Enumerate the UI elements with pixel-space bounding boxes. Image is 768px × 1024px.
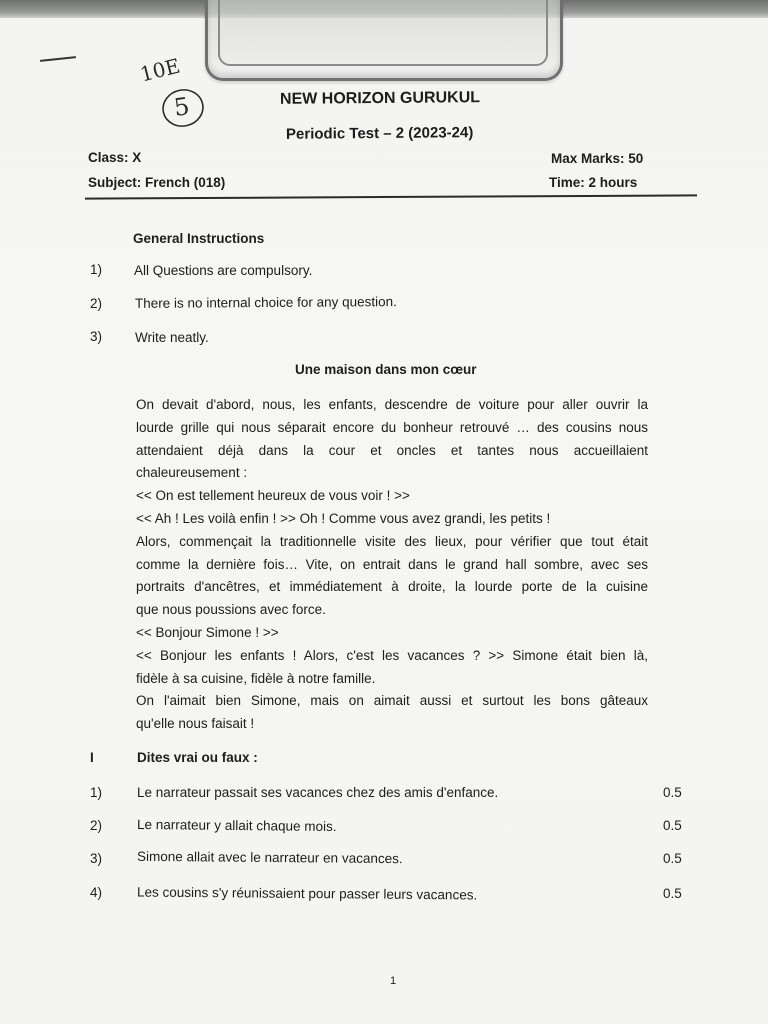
section-number: I (90, 750, 94, 765)
passage-line: Alors, commençait la traditionnelle visite des lieux, pour vérifier que tout était (136, 533, 648, 549)
header-divider (85, 194, 697, 199)
passage-line: << Bonjour les enfants ! Alors, c'est les vacances ? >> Simone était bien là, (136, 647, 648, 663)
passage-title: Une maison dans mon cœur (295, 362, 477, 377)
question-marks: 0.5 (663, 785, 682, 800)
passage-line: portraits d'ancêtres, et immédiatement à droite, la lourde porte de la cuisine (136, 579, 648, 595)
passage-line: On devait d'abord, nous, les enfants, descendre de voiture pour aller ouvrir la (136, 397, 648, 412)
passage-line: attendaient déjà dans la cour et oncles et tantes nous accueillaient (136, 442, 648, 458)
question-text: Simone allait avec le narrateur en vacances. (136, 848, 403, 867)
handwritten-class-note: 10E (137, 53, 183, 87)
max-marks: Max Marks: 50 (551, 151, 644, 166)
passage-line: On l'aimait bien Simone, mais on aimait aussi et surtout les bons gâteaux (136, 693, 648, 709)
question-number: 2) (90, 818, 103, 833)
instruction-text: All Questions are compulsory. (134, 263, 313, 278)
section-title: Dites vrai ou faux : (137, 750, 258, 765)
instruction-number: 2) (90, 296, 103, 311)
passage-line: que nous poussions avec force. (136, 602, 326, 618)
question-text: Le narrateur passait ses vacances chez des amis d'enfance. (137, 785, 499, 800)
passage-body (136, 394, 648, 736)
question-number: 4) (90, 885, 103, 900)
time-label: Time: 2 hours (549, 175, 638, 190)
question-marks: 0.5 (663, 851, 682, 866)
question-marks: 0.5 (663, 886, 682, 901)
instruction-text: There is no internal choice for any question. (134, 294, 397, 311)
passage-line: << Bonjour Simone ! >> (136, 624, 279, 640)
question-number: 1) (90, 785, 103, 800)
passage-line: lourde grille qui nous séparait encore du bonheur retrouvé … des cousins nous (136, 419, 648, 435)
handwritten-roll-number: 5 (172, 92, 192, 122)
question-marks: 0.5 (663, 818, 682, 833)
passage-line: comme la dernière fois… Vite, on entrait dans le grand hall sombre, avec ses (136, 556, 648, 572)
class-label: Class: X (88, 150, 142, 165)
handwritten-dash (40, 56, 76, 62)
instruction-number: 1) (90, 262, 103, 277)
instructions-title: General Instructions (133, 231, 265, 246)
question-text: Le narrateur y allait chaque mois. (136, 816, 337, 835)
passage-line: << On est tellement heureux de vous voir ! >> (136, 488, 410, 504)
passage-line: qu'elle nous faisait ! (136, 716, 255, 732)
subject-label: Subject: French (018) (88, 175, 226, 190)
passage-line: << Ah ! Les voilà enfin ! >> Oh ! Comme vous avez grandi, les petits ! (136, 510, 551, 526)
page-number: 1 (390, 975, 397, 987)
instruction-number: 3) (90, 329, 103, 344)
instruction-text: Write neatly. (135, 330, 209, 345)
clipboard-clip (205, 0, 563, 81)
passage-line: chaleureusement : (136, 465, 248, 481)
question-number: 3) (90, 851, 103, 866)
school-name: NEW HORIZON GURUKUL (279, 89, 481, 108)
question-text: Les cousins s'y réunissaient pour passer leurs vacances. (136, 884, 478, 903)
passage-line: fidèle à sa cuisine, fidèle à notre famille. (136, 670, 376, 686)
test-title: Periodic Test – 2 (2023-24) (285, 124, 474, 143)
